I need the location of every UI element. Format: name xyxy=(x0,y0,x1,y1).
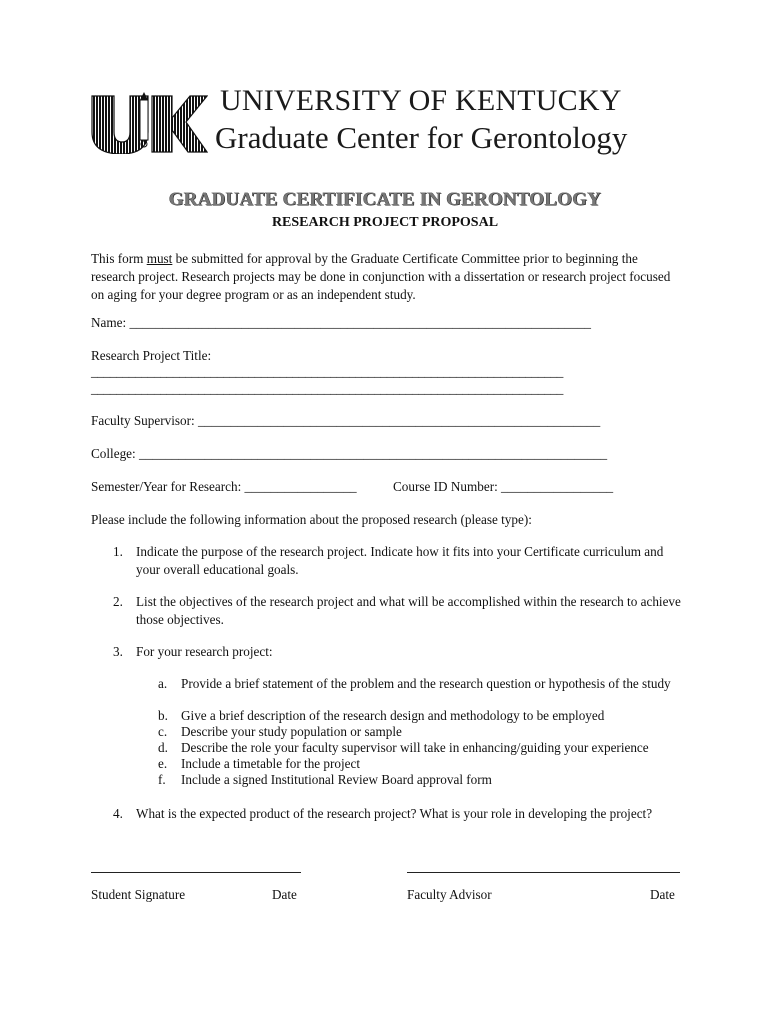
sub-item-letter: f. xyxy=(158,772,166,787)
header-logo xyxy=(90,84,690,160)
university-name: UNIVERSITY OF KENTUCKY xyxy=(220,84,622,117)
sub-item-text: Describe the role your faculty supervisor will take in enhancing/guiding your experience xyxy=(181,740,649,755)
center-name: Graduate Center for Gerontology xyxy=(215,120,628,155)
list-item-text: Indicate the purpose of the research project. Indicate how it fits into your Certificate curriculum and your overall educational goals. xyxy=(136,544,664,577)
intro-emphasis: must xyxy=(146,251,173,266)
document-subtitle: RESEARCH PROJECT PROPOSAL xyxy=(271,215,499,230)
list-item-number: 3. xyxy=(113,644,123,659)
list-item-number: 2. xyxy=(113,594,123,609)
sub-item-letter: c. xyxy=(158,724,168,739)
faculty-advisor-label: Faculty Advisor xyxy=(407,887,492,902)
research-title-label: Research Project Title: xyxy=(91,348,212,363)
student-date-label: Date xyxy=(272,887,297,902)
sub-item-letter: e. xyxy=(158,756,168,771)
instructions-text: Please include the following information about the proposed research (please type): xyxy=(91,512,532,527)
intro-text-start: This form xyxy=(91,251,147,266)
requirements-list xyxy=(91,543,691,843)
advisor-date-label: Date xyxy=(650,887,675,902)
sub-item-text: Describe your study population or sample xyxy=(181,724,402,739)
student-signature-line[interactable] xyxy=(91,872,301,873)
list-item-text: What is the expected product of the research project? What is your role in developing the project? xyxy=(136,806,653,821)
sub-item-text: Include a signed Institutional Review Board approval form xyxy=(181,772,492,787)
name-field[interactable]: Name: ______________________________________________________________________ xyxy=(91,315,592,330)
sub-item-letter: a. xyxy=(158,676,168,691)
sub-item-letter: d. xyxy=(158,740,168,755)
faculty-advisor-signature-line[interactable] xyxy=(407,872,680,873)
list-item-text: List the objectives of the research project and what will be accomplished within the research to achieve those objectives. xyxy=(136,594,681,627)
sub-item-text: Provide a brief statement of the problem and the research question or hypothesis of the study xyxy=(181,676,671,691)
semester-year-field[interactable]: Semester/Year for Research: _________________ xyxy=(91,479,357,494)
research-title-line-2[interactable]: ___________________________________________________________________________ xyxy=(91,381,564,396)
intro-paragraph xyxy=(91,250,681,304)
list-item-number: 1. xyxy=(113,544,123,559)
document-title: GRADUATE CERTIFICATE IN GERONTOLOGY xyxy=(168,189,602,210)
uk-logo-mark xyxy=(90,92,208,154)
sub-item-letter: b. xyxy=(158,708,168,723)
research-title-line-1[interactable]: ___________________________________________________________________________ xyxy=(91,364,564,379)
student-signature-label: Student Signature xyxy=(91,887,186,902)
sub-item-text: Include a timetable for the project xyxy=(181,756,361,771)
intro-text-rest: be submitted for approval by the Graduate Certificate Committee prior to beginning the research project. Research projects may be done in conjunction with a dissertation or research project focused on aging for your degree program or as an independent study. xyxy=(91,251,671,302)
faculty-supervisor-field[interactable]: Faculty Supervisor: _____________________________________________________________ xyxy=(91,413,601,428)
list-item-number: 4. xyxy=(113,806,123,821)
sub-item-text: Give a brief description of the research design and methodology to be employed xyxy=(181,708,605,723)
college-field[interactable]: College: _______________________________________________________________________ xyxy=(91,446,608,461)
list-item-text: For your research project: xyxy=(136,644,273,659)
course-id-field[interactable]: Course ID Number: _________________ xyxy=(393,479,614,494)
